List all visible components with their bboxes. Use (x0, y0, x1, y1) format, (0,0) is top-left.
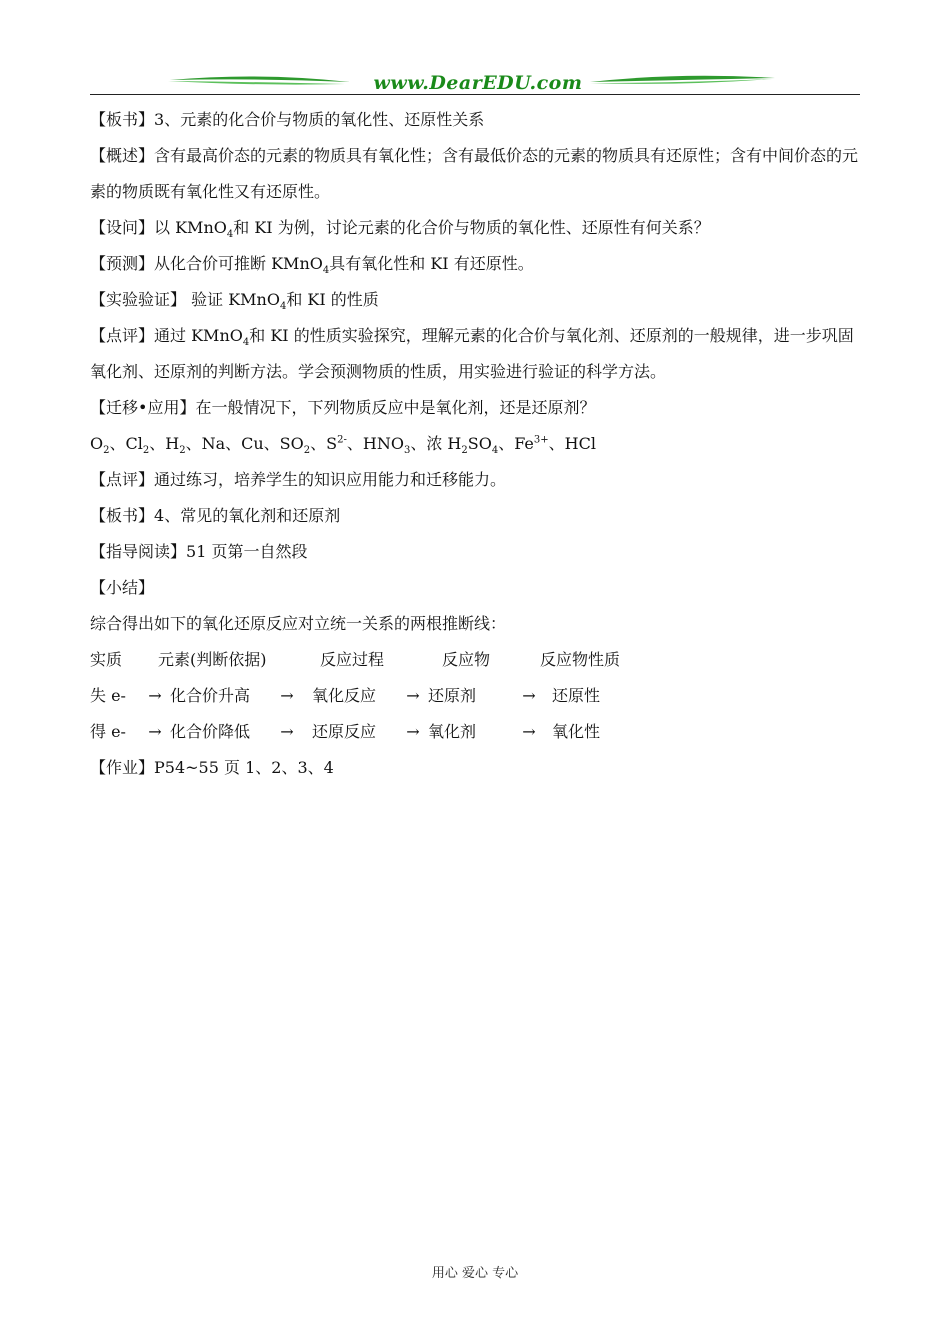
line-homework: 【作业】P54~55 页 1、2、3、4 (90, 758, 334, 777)
arrow-right-icon: → (522, 686, 536, 705)
line-comment-1: 【点评】通过 KMnO$_4$和 KI 的性质实验探究，理解元素的化合价与氧化剂、还原剂的一般规律，进一步巩固氧化剂、还原剂的判断方法。学会预测物质的性质，用实验进行验证的科学方法。 (90, 326, 854, 381)
line-species: $O_2$、$Cl_2$、$H_2$、Na、Cu、$SO_2$、$S^{2-}$、$HNO_3$、浓 $H_2SO_4$、$Fe^{3+}$、HCl (90, 434, 596, 457)
arrow-right-icon: → (522, 722, 536, 741)
header-rule (90, 94, 860, 95)
line-summary-intro: 综合得出如下的氧化还原反应对立统一关系的两根推断线： (90, 614, 507, 633)
line-experiment: 【实验验证】 验证 KMnO$_4$和 KI 的性质 (90, 290, 379, 313)
line-summary: 【小结】 (90, 578, 155, 597)
arrow-right-icon: → (148, 722, 162, 741)
flow-row-reduction: 得 e- → 化合价降低 → 还原反应 → 氧化剂 → 氧化性 (90, 714, 865, 750)
line-comment-2: 【点评】通过练习，培养学生的知识应用能力和迁移能力。 (90, 470, 507, 489)
line-prediction: 【预测】从化合价可推断 KMnO$_4$具有氧化性和 KI 有还原性。 (90, 254, 534, 277)
page-footer: 用心 爱心 专心 (431, 1266, 519, 1281)
flow-row-oxidation: 失 e- → 化合价升高 → 氧化反应 → 还原剂 → 还原性 (90, 678, 865, 714)
line-transfer: 【迁移•应用】在一般情况下，下列物质反应中是氧化剂，还是还原剂？ (90, 398, 596, 417)
table-header-row: 实质 元素(判断依据) 反应过程 反应物 反应物性质 (90, 650, 621, 669)
site-logo: www.DearEDU.com (373, 72, 583, 94)
document-body (90, 102, 865, 786)
arrow-right-icon: → (280, 686, 294, 705)
line-overview: 【概述】含有最高价态的元素的物质具有氧化性；含有最低价态的元素的物质具有还原性；含有中间价态的元素的物质既有氧化性又有还原性。 (90, 146, 859, 201)
line-question: 【设问】以 KMnO$_4$和 KI 为例，讨论元素的化合价与物质的氧化性、还原性有何关系？ (90, 218, 710, 241)
arrow-right-icon: → (148, 686, 162, 705)
line-board-3: 【板书】3、元素的化合价与物质的氧化性、还原性关系 (90, 110, 485, 129)
line-board-4: 【板书】4、常见的氧化剂和还原剂 (90, 506, 341, 525)
line-reading: 【指导阅读】51 页第一自然段 (90, 542, 308, 561)
arrow-right-icon: → (406, 722, 420, 741)
arrow-right-icon: → (406, 686, 420, 705)
arrow-right-icon: → (280, 722, 294, 741)
